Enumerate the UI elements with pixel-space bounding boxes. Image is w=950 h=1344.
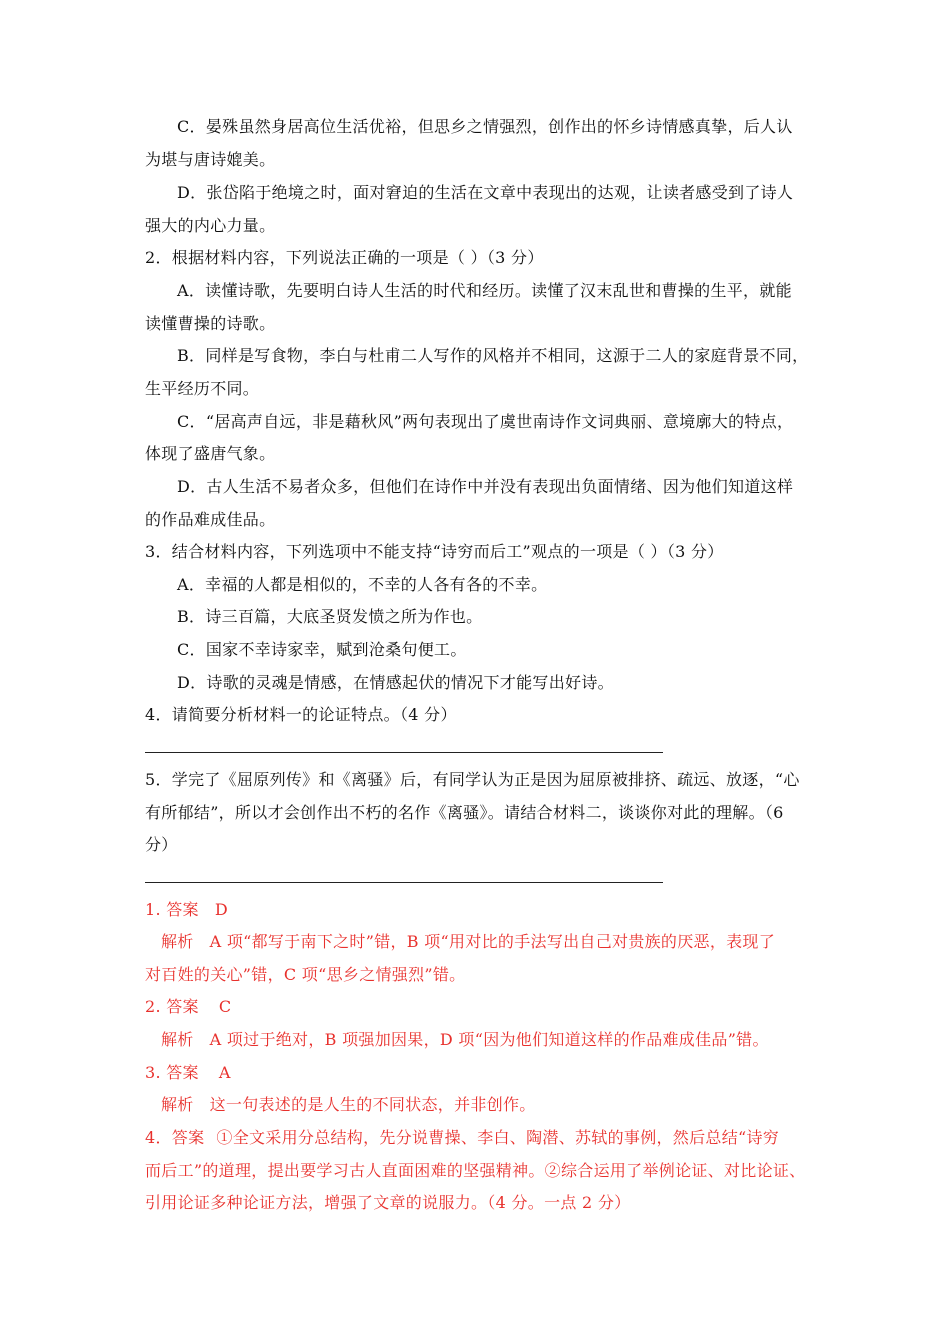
q3-option-a: A．幸福的人都是相似的，不幸的人各有各的不幸。 xyxy=(177,575,548,594)
q3-stem: 3．结合材料内容，下列选项中不能支持“诗穷而后工”观点的一项是（ ）（3 分） xyxy=(145,542,724,561)
q2-option-b-line1: B．同样是写食物，李白与杜甫二人写作的风格并不相同，这源于二人的家庭背景不同， xyxy=(177,346,809,365)
q2-option-c-line1: C．“居高声自远，非是藉秋风”两句表现出了虞世南诗作文词典丽、意境廓大的特点， xyxy=(177,412,794,431)
answer-4-line2: 而后工”的道理，提出要学习古人直面困难的坚强精神。②综合运用了举例论证、对比论证、 xyxy=(145,1161,806,1180)
answer-1-value: D xyxy=(214,900,228,919)
q1-option-c-line2: 为堪与唐诗媲美。 xyxy=(145,150,276,169)
q3-option-c: C．国家不幸诗家幸，赋到沧桑句便工。 xyxy=(177,640,467,659)
q2-option-b-line2: 生平经历不同。 xyxy=(145,379,260,398)
answer-4-line3: 引用论证多种论证方法，增强了文章的说服力。（4 分。一点 2 分） xyxy=(145,1193,631,1212)
answer-3 xyxy=(145,1062,231,1084)
answer-4-line1 xyxy=(145,1127,779,1149)
q1-option-c-line1: C．晏殊虽然身居高位生活优裕，但思乡之情强烈，创作出的怀乡诗情感真挚，后人认 xyxy=(177,117,793,136)
answer-3-analysis-text: 这一句表述的是人生的不同状态，并非创作。 xyxy=(209,1095,536,1114)
q2-option-a-line2: 读懂曹操的诗歌。 xyxy=(145,314,276,333)
q4-stem: 4．请简要分析材料一的论证特点。（4 分） xyxy=(145,705,457,724)
q1-option-d-line1: D．张岱陷于绝境之时，面对窘迫的生活在文章中表现出的达观，让读者感受到了诗人 xyxy=(177,183,794,202)
answer-1-analysis-line2: 对百姓的关心”错，C 项“思乡之情强烈”错。 xyxy=(145,965,466,984)
answer-3-value: A xyxy=(218,1063,231,1082)
answer-3-analysis xyxy=(161,1094,536,1116)
q3-option-b: B．诗三百篇，大底圣贤发愤之所为作也。 xyxy=(177,607,483,626)
q5-line3: 分） xyxy=(145,835,178,854)
q2-option-c-line2: 体现了盛唐气象。 xyxy=(145,444,276,463)
answer-1-analysis-label: 解析 xyxy=(161,932,194,951)
q5-line1: 5．学完了《屈原列传》和《离骚》后，有同学认为正是因为屈原被排挤、疏远、放逐，“心 xyxy=(145,770,800,789)
q3-option-d: D．诗歌的灵魂是情感，在情感起伏的情况下才能写出好诗。 xyxy=(177,673,614,692)
answer-1 xyxy=(145,899,228,921)
answer-1-analysis-line1 xyxy=(161,931,775,953)
answer-1-analysis-text: A 项“都写于南下之时”错，B 项“用对比的手法写出自己对贵族的厌恶，表现了 xyxy=(209,932,776,951)
answer-3-label: 3. 答案 xyxy=(145,1063,199,1082)
q5-line2: 有所郁结”，所以才会创作出不朽的名作《离骚》。请结合材料二，谈谈你对此的理解。（6 xyxy=(145,803,784,822)
answer-1-label: 1. 答案 xyxy=(145,900,199,919)
answer-2-value: C xyxy=(218,997,232,1016)
answer-2-analysis-label: 解析 xyxy=(161,1030,194,1049)
answer-2-analysis xyxy=(161,1029,769,1051)
answer-2-label: 2. 答案 xyxy=(145,997,199,1016)
answer-3-analysis-label: 解析 xyxy=(161,1095,194,1114)
q1-option-d-line2: 强大的内心力量。 xyxy=(145,216,276,235)
answer-2 xyxy=(145,996,231,1018)
q4-answer-line[interactable] xyxy=(145,752,663,753)
answer-2-analysis-text: A 项过于绝对，B 项强加因果，D 项“因为他们知道这样的作品难成佳品”错。 xyxy=(209,1030,769,1049)
q2-option-d-line1: D．古人生活不易者众多，但他们在诗作中并没有表现出负面情绪、因为他们知道这样 xyxy=(177,477,794,496)
answer-4-text-line1: ①全文采用分总结构，先分说曹操、李白、陶潜、苏轼的事例，然后总结“诗穷 xyxy=(216,1128,780,1147)
q2-option-a-line1: A．读懂诗歌，先要明白诗人生活的时代和经历。读懂了汉末乱世和曹操的生平，就能 xyxy=(177,281,792,300)
q2-option-d-line2: 的作品难成佳品。 xyxy=(145,510,276,529)
q5-answer-line[interactable] xyxy=(145,882,663,883)
q2-stem: 2．根据材料内容，下列说法正确的一项是（ ）（3 分） xyxy=(145,248,544,267)
answer-4-label: 4．答案 xyxy=(145,1128,205,1147)
